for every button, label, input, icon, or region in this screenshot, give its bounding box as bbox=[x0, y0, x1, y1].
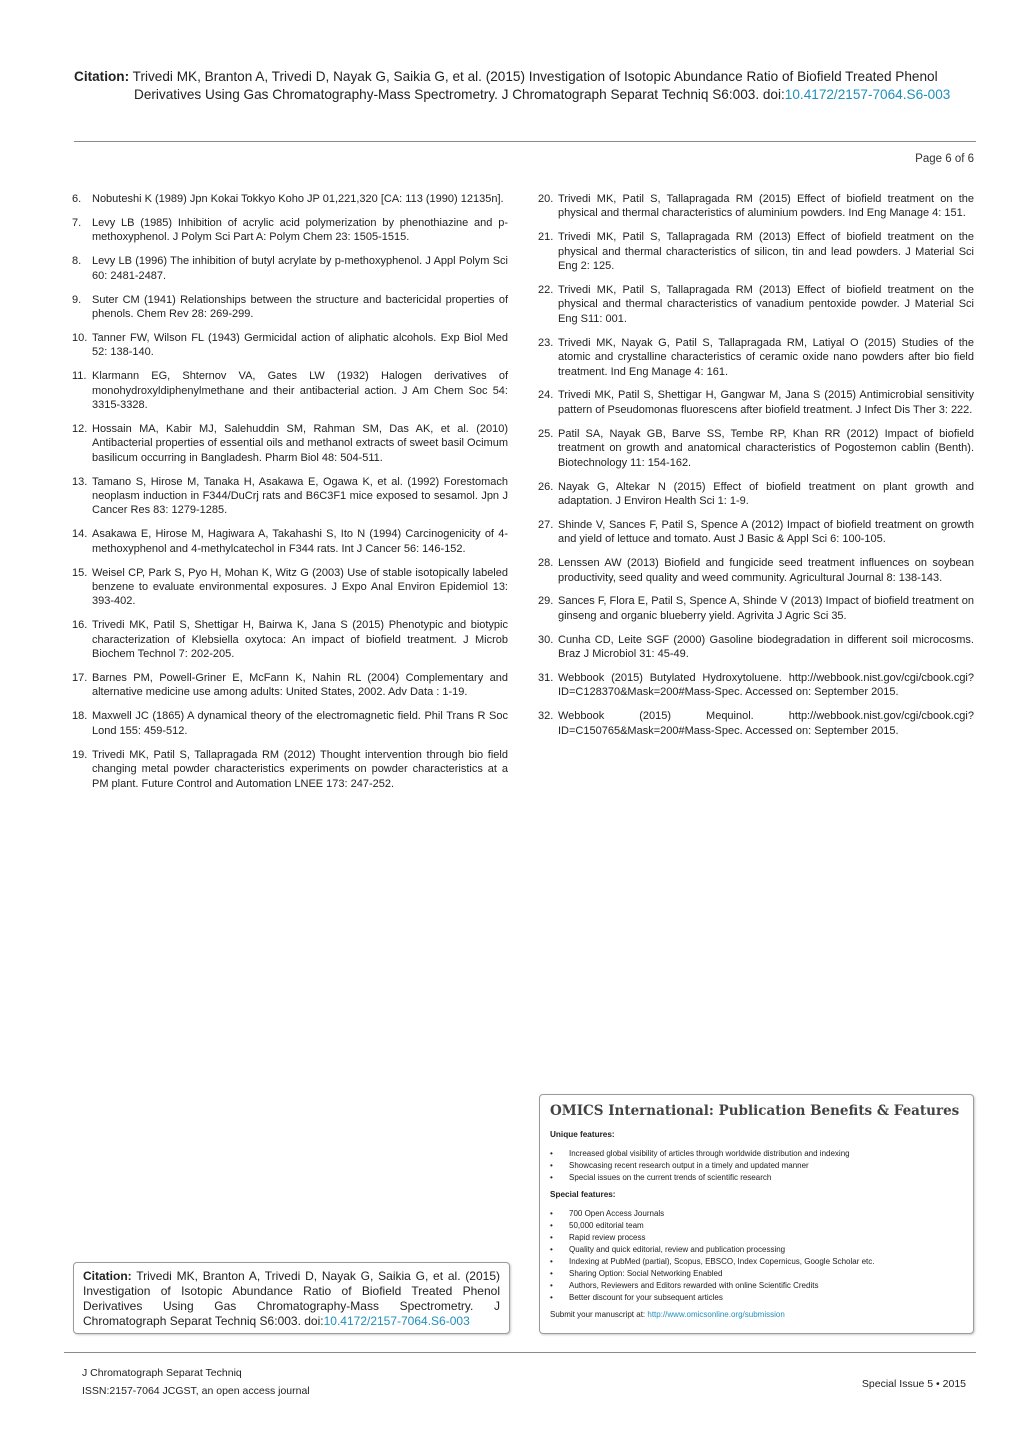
citation-label: Citation: bbox=[74, 69, 130, 84]
feature-item: • Rapid review process bbox=[550, 1232, 963, 1244]
reference-item bbox=[538, 594, 974, 623]
citation-box-doi-link[interactable]: 10.4172/2157-7064.S6-003 bbox=[323, 1314, 470, 1328]
reference-text: Trivedi MK, Nayak G, Patil S, Tallapragada RM, Latiyal O (2015) Studies of the atomic and crystalline characteristics of ceramic oxide nano powders after bio field treatment. Ind Eng Manage 4: 161. bbox=[558, 336, 974, 378]
reference-text: Barnes PM, Powell-Griner E, McFann K, Nahin RL (2004) Complementary and alternative medicine use among adults: United States, 2002. Adv Data : 1-19. bbox=[92, 672, 508, 699]
header-doi-link[interactable]: 10.4172/2157-7064.S6-003 bbox=[784, 86, 951, 102]
reference-number: 6. bbox=[72, 193, 82, 205]
reference-text: Tanner FW, Wilson FL (1943) Germicidal action of aliphatic alcohols. Exp Biol Med 52: 138-140. bbox=[92, 331, 508, 359]
special-features-list bbox=[550, 1208, 963, 1304]
footer-journal: J Chromatograph Separat Techniq bbox=[82, 1367, 242, 1379]
citation-box bbox=[73, 1262, 510, 1334]
reference-item bbox=[538, 283, 974, 326]
citation-box-label: Citation: bbox=[83, 1269, 132, 1283]
feature-item: • Showcasing recent research output in a timely and updated manner bbox=[550, 1160, 963, 1172]
references-left-column bbox=[72, 192, 508, 800]
reference-text: Maxwell JC (1865) A dynamical theory of the electromagnetic field. Phil Trans R Soc Lond 155: 459-512. bbox=[92, 710, 508, 737]
feature-item: • Special issues on the current trends of scientific research bbox=[550, 1172, 963, 1184]
reference-item bbox=[72, 254, 508, 283]
submit-manuscript bbox=[550, 1310, 963, 1319]
feature-item: • Increased global visibility of articles through worldwide distribution and indexing bbox=[550, 1148, 963, 1160]
reference-text: Webbook (2015) Mequinol. http://webbook.nist.gov/cgi/cbook.cgi?ID=C150765&Mask=200#Mass-Spec. Accessed on: September 2015. bbox=[558, 710, 974, 737]
reference-number: 18. bbox=[72, 710, 88, 723]
reference-text: Shinde V, Sances F, Patil S, Spence A (2012) Impact of biofield treatment on growth and yield of lettuce and tomato. Aust J Basic & Appl Sci 6: 100-105. bbox=[558, 518, 974, 546]
reference-number: 8. bbox=[72, 255, 82, 268]
top-divider bbox=[74, 141, 976, 142]
reference-item bbox=[538, 230, 974, 273]
citation-text-line1: Trivedi MK, Branton A, Trivedi D, Nayak G, Saikia G, et al. (2015) Investigation of Isotopic Abundance Ratio of Biofield Treated Phenol bbox=[132, 69, 938, 84]
citation-box-text: Trivedi MK, Branton A, Trivedi D, Nayak G, Saikia G, et al. (2015) Investigation of Isotopic Abundance Ratio of Biofield Treated Phenol Derivatives Using Gas Chromatography-Mass Spectrometry. J Chromatograph Separat Techniq S6:003. doi: bbox=[83, 1269, 500, 1328]
reference-item bbox=[72, 709, 508, 738]
reference-text: Webbook (2015) Butylated Hydroxytoluene. http://webbook.nist.gov/cgi/cbook.cgi?ID=C128370&Mask=200#Mass-Spec. Accessed on: September 2015. bbox=[558, 672, 974, 699]
reference-text: Levy LB (1996) The inhibition of butyl acrylate by p-methoxyphenol. J Appl Polym Sci 60: 2481-2487. bbox=[92, 255, 508, 282]
reference-text: Trivedi MK, Patil S, Shettigar H, Gangwar M, Jana S (2015) Antimicrobial sensitivity pattern of Pseudomonas fluorescens after biofield treatment. J Infect Dis Ther 3: 222. bbox=[558, 389, 974, 416]
header-citation-line1 bbox=[74, 68, 976, 86]
references-right-column bbox=[538, 192, 974, 748]
footer-issue: Special Issue 5 • 2015 bbox=[861, 1378, 966, 1390]
reference-text: Trivedi MK, Patil S, Tallapragada RM (2013) Effect of biofield treatment on the physical and thermal characteristics of vanadium pentoxide powder. J Material Sci Eng S11: 001. bbox=[558, 284, 974, 325]
reference-number: 27. bbox=[538, 518, 554, 531]
omics-benefits-box bbox=[539, 1094, 974, 1334]
reference-text: Trivedi MK, Patil S, Shettigar H, Bairwa K, Jana S (2015) Phenotypic and biotypic characterization of Klebsiella oxytoca: An impact of biofield treatment. J Microb Biochem Technol 7: 202-205. bbox=[92, 619, 508, 661]
reference-item bbox=[72, 618, 508, 661]
reference-item bbox=[72, 331, 508, 360]
reference-number: 17. bbox=[72, 672, 88, 685]
reference-number: 12. bbox=[72, 422, 88, 435]
reference-text: Patil SA, Nayak GB, Barve SS, Tembe RP, Khan RR (2012) Impact of biofield treatment on growth and anatomical characteristics of Pogostemon cablin (Benth). Biotechnology 11: 154-162. bbox=[558, 427, 974, 469]
reference-text: Sances F, Flora E, Patil S, Spence A, Shinde V (2013) Impact of biofield treatment on ginseng and organic blueberry yield. Agrivita J Agric Sci 35. bbox=[558, 595, 974, 622]
reference-number: 28. bbox=[538, 557, 554, 570]
reference-number: 7. bbox=[72, 216, 82, 229]
reference-item bbox=[72, 527, 508, 556]
reference-item bbox=[538, 633, 974, 662]
reference-text: Weisel CP, Park S, Pyo H, Mohan K, Witz G (2003) Use of stable isotopically labeled benzene to evaluate environmental exposures. J Expo Anal Environ Epidemiol 13: 393-402. bbox=[92, 566, 508, 608]
reference-item bbox=[538, 336, 974, 379]
reference-item bbox=[538, 518, 974, 547]
header-citation bbox=[74, 68, 976, 103]
reference-number: 14. bbox=[72, 528, 88, 541]
reference-text: Tamano S, Hirose M, Tanaka H, Asakawa E, Ogawa K, et al. (1992) Forestomach neoplasm induction in F344/DuCrj rats and B6C3F1 mice exposed to sesamol. Jpn J Cancer Res 83: 1279-1285. bbox=[92, 475, 508, 517]
reference-text: Klarmann EG, Shternov VA, Gates LW (1932) Halogen derivatives of monohydroxyldiphenylmethane and their antibacterial action. J Am Chem Soc 54: 3315-3328. bbox=[92, 370, 508, 411]
feature-item: • Authors, Reviewers and Editors rewarded with online Scientific Credits bbox=[550, 1280, 963, 1292]
reference-number: 10. bbox=[72, 331, 88, 344]
reference-text: Cunha CD, Leite SGF (2000) Gasoline biodegradation in different soil microcosms. Braz J Microbiol 31: 45-49. bbox=[558, 633, 974, 661]
reference-number: 9. bbox=[72, 293, 82, 306]
feature-item: • Indexing at PubMed (partial), Scopus, EBSCO, Index Copernicus, Google Scholar etc. bbox=[550, 1256, 963, 1268]
reference-number: 15. bbox=[72, 566, 88, 579]
reference-text: Trivedi MK, Patil S, Tallapragada RM (2013) Effect of biofield treatment on the physical and thermal characteristics of silicon, tin and lead powders. J Material Sci Eng 2: 125. bbox=[558, 231, 974, 273]
reference-number: 21. bbox=[538, 231, 554, 244]
reference-number: 11. bbox=[72, 370, 87, 383]
reference-text: Lenssen AW (2013) Biofield and fungicide seed treatment influences on soybean productivity, seed quality and weed community. Agricultural Journal 8: 138-143. bbox=[558, 557, 974, 584]
reference-text: Trivedi MK, Patil S, Tallapragada RM (2012) Thought intervention through bio field changing metal powder characteristics experiments on powder characteristics at a PM plant. Future Control and Automation LNEE 173: 247-252. bbox=[92, 748, 508, 790]
reference-item bbox=[72, 475, 508, 518]
footer-issn: ISSN:2157-7064 JCGST, an open access journal bbox=[82, 1385, 310, 1397]
reference-text: Suter CM (1941) Relationships between the structure and bactericidal properties of phenols. Chem Rev 28: 269-299. bbox=[92, 293, 508, 320]
reference-text: Nobuteshi K (1989) Jpn Kokai Tokkyo Koho JP 01,221,320 [CA: 113 (1990) 12135n]. bbox=[92, 193, 504, 205]
reference-number: 31. bbox=[538, 672, 554, 685]
reference-number: 16. bbox=[72, 619, 88, 632]
special-features-heading: Special features: bbox=[550, 1190, 616, 1199]
reference-item bbox=[72, 566, 508, 609]
reference-item bbox=[538, 480, 974, 509]
reference-text: Hossain MA, Kabir MJ, Salehuddin SM, Rahman SM, Das AK, et al. (2010) Antibacterial properties of essential oils and methanol extracts of sweet basil Ocimum basilicum occurring in Bangladesh. Pharm Biol 48: 504-511. bbox=[92, 422, 508, 464]
feature-item: • 50,000 editorial team bbox=[550, 1220, 963, 1232]
omics-title: OMICS International: Publication Benefits & Features bbox=[550, 1103, 960, 1119]
header-citation-line2 bbox=[74, 86, 976, 104]
reference-item bbox=[72, 369, 508, 412]
reference-number: 32. bbox=[538, 710, 554, 723]
unique-features-list bbox=[550, 1148, 963, 1184]
reference-item bbox=[72, 216, 508, 245]
reference-item bbox=[72, 192, 508, 206]
unique-features-heading: Unique features: bbox=[550, 1130, 615, 1139]
bottom-divider bbox=[64, 1352, 976, 1353]
page-number: Page 6 of 6 bbox=[915, 153, 974, 165]
reference-number: 30. bbox=[538, 633, 554, 646]
reference-number: 25. bbox=[538, 427, 554, 440]
reference-number: 13. bbox=[72, 475, 88, 488]
reference-text: Nayak G, Altekar N (2015) Effect of biofield treatment on plant growth and adaptation. J Environ Health Sci 1: 1-9. bbox=[558, 480, 974, 507]
citation-text-line2: Derivatives Using Gas Chromatography-Mass Spectrometry. J Chromatograph Separat Techniq S6:003. doi: bbox=[134, 86, 785, 102]
submit-label: Submit your manuscript at: bbox=[550, 1310, 648, 1319]
reference-number: 24. bbox=[538, 389, 554, 402]
reference-text: Levy LB (1985) Inhibition of acrylic acid polymerization by phenothiazine and p-methoxyphenol. J Polym Sci Part A: Polym Chem 23: 1505-1515. bbox=[92, 216, 508, 244]
reference-item bbox=[538, 556, 974, 585]
reference-item bbox=[72, 671, 508, 700]
reference-text: Asakawa E, Hirose M, Hagiwara A, Takahashi S, Ito N (1994) Carcinogenicity of 4-methoxyphenol and 4-methylcatechol in F344 rats. Int J Cancer 56: 146-152. bbox=[92, 528, 508, 555]
reference-item bbox=[538, 671, 974, 700]
feature-item: • Quality and quick editorial, review and publication processing bbox=[550, 1244, 963, 1256]
reference-item bbox=[538, 192, 974, 221]
reference-number: 20. bbox=[538, 193, 554, 205]
reference-item bbox=[538, 427, 974, 470]
reference-item bbox=[538, 388, 974, 417]
feature-item: • 700 Open Access Journals bbox=[550, 1208, 963, 1220]
reference-number: 26. bbox=[538, 480, 554, 493]
feature-item: • Better discount for your subsequent articles bbox=[550, 1292, 963, 1304]
reference-number: 19. bbox=[72, 748, 88, 761]
feature-item: • Sharing Option: Social Networking Enabled bbox=[550, 1268, 963, 1280]
reference-item bbox=[72, 748, 508, 791]
reference-number: 29. bbox=[538, 595, 554, 608]
submit-link[interactable]: http://www.omicsonline.org/submission bbox=[647, 1310, 785, 1319]
reference-item bbox=[72, 422, 508, 465]
reference-number: 23. bbox=[538, 336, 554, 349]
reference-item bbox=[538, 709, 974, 738]
reference-item bbox=[72, 293, 508, 322]
reference-text: Trivedi MK, Patil S, Tallapragada RM (2015) Effect of biofield treatment on the physical and thermal characteristics of aluminium powders. Ind Eng Manage 4: 151. bbox=[558, 193, 974, 220]
reference-number: 22. bbox=[538, 284, 554, 297]
